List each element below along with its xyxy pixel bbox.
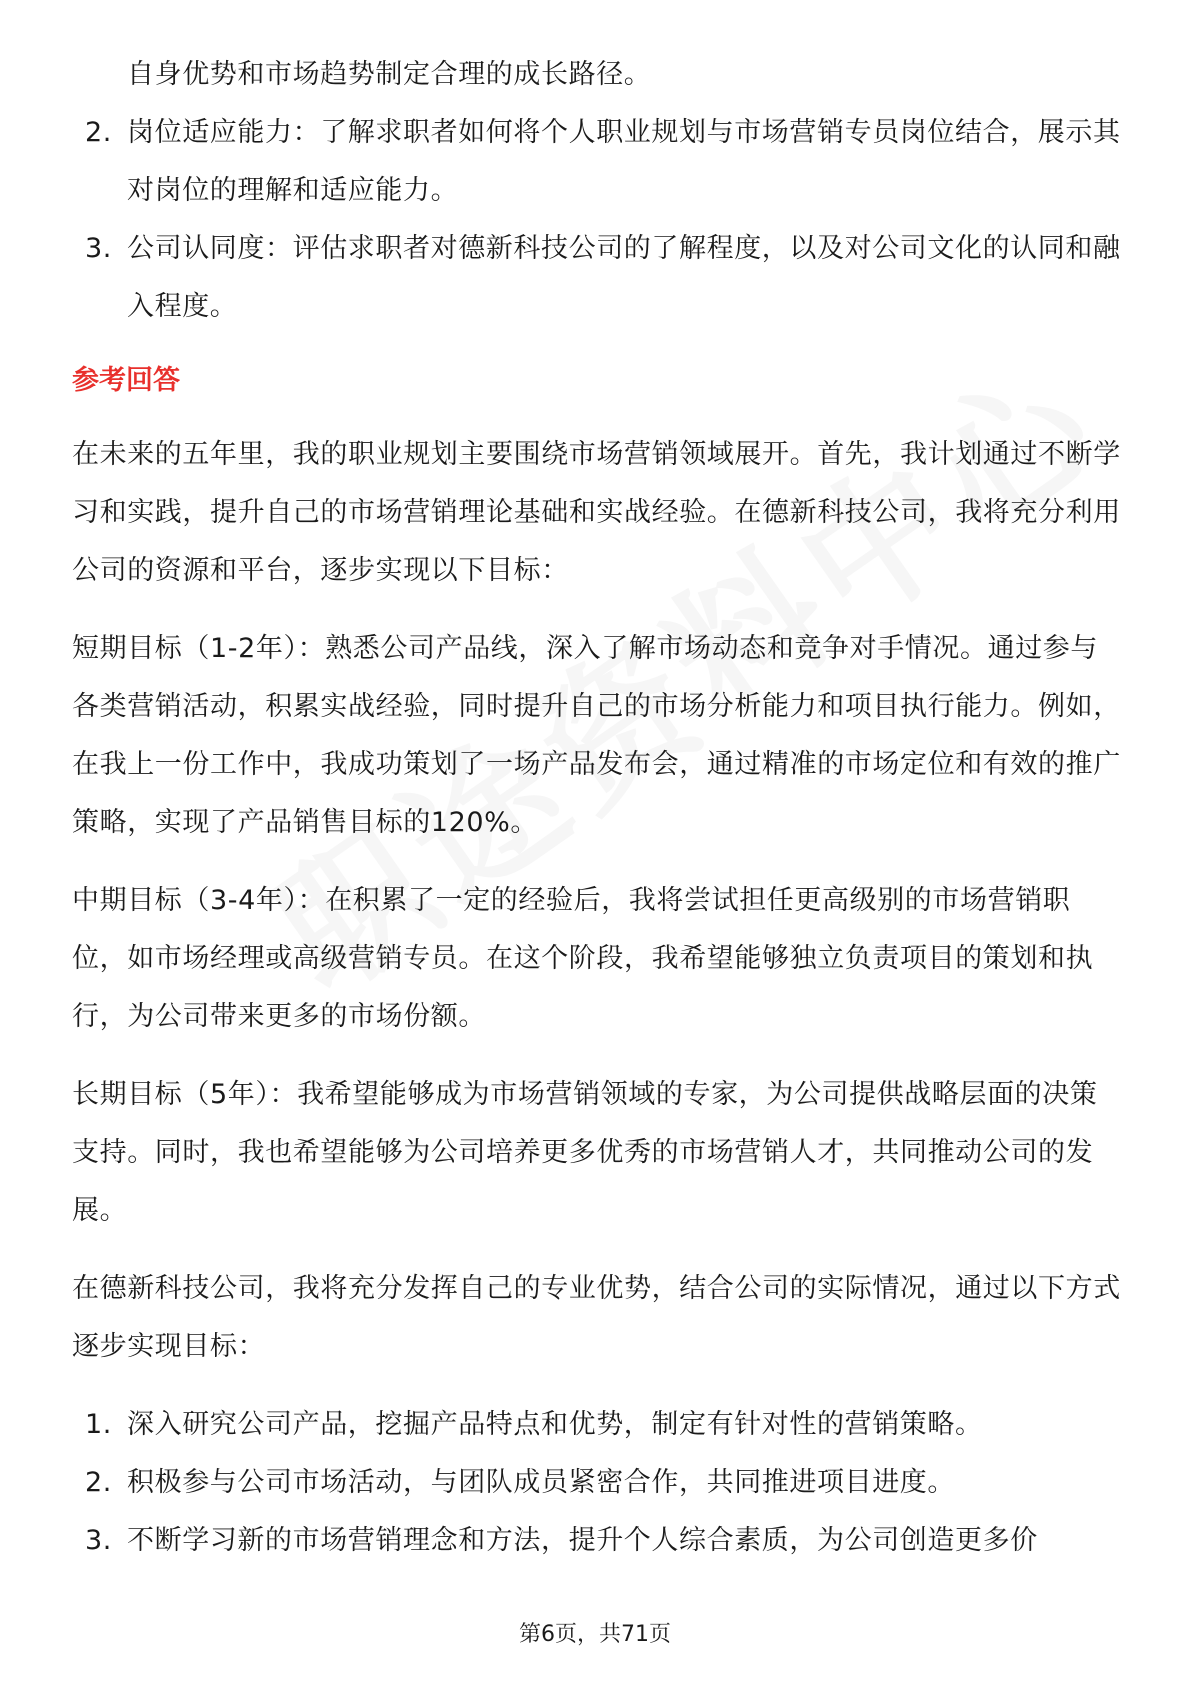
list-number: 2.: [85, 1467, 112, 1498]
list-item-text: 不断学习新的市场营销理念和方法，提升个人综合素质，为公司创造更多价: [127, 1525, 1038, 1556]
paragraph-short-term: 短期目标（1-2年）：熟悉公司产品线，深入了解市场动态和竞争对手情况。通过参与各类营销活动，积累实战经验，同时提升自己的市场分析能力和项目执行能力。例如，在我上一份工作中，我成功策划了一场产品发布会，通过精准的市场定位和有效的推广策略，实现了产品销售目标的120%。: [72, 633, 1121, 838]
section-heading: 参考回答: [72, 365, 180, 396]
document-page: [72, 46, 1122, 1570]
list-item: [72, 1454, 1122, 1512]
list-item-text: 岗位适应能力：了解求职者如何将个人职业规划与市场营销专员岗位结合，展示其对岗位的理解和适应能力。: [127, 117, 1121, 206]
list-item: [72, 1512, 1122, 1570]
paragraph-approach: 在德新科技公司，我将充分发挥自己的专业优势，结合公司的实际情况，通过以下方式逐步实现目标：: [72, 1273, 1121, 1362]
list-item-text: 积极参与公司市场活动，与团队成员紧密合作，共同推进项目进度。: [127, 1467, 955, 1498]
paragraph-intro: 在未来的五年里，我的职业规划主要围绕市场营销领域展开。首先，我计划通过不断学习和实践，提升自己的市场营销理论基础和实战经验。在德新科技公司，我将充分利用公司的资源和平台，逐步实现以下目标：: [72, 439, 1121, 586]
evaluation-points-list: [72, 104, 1122, 336]
list-number: 3.: [85, 233, 112, 264]
paragraph-long-term: 长期目标（5年）：我希望能够成为市场营销领域的专家，为公司提供战略层面的决策支持。同时，我也希望能够为公司培养更多优秀的市场营销人才，共同推动公司的发展。: [72, 1079, 1098, 1226]
list-item-text: 公司认同度：评估求职者对德新科技公司的了解程度，以及对公司文化的认同和融入程度。: [127, 233, 1121, 322]
list-item-text: 深入研究公司产品，挖掘产品特点和优势，制定有针对性的营销策略。: [127, 1409, 983, 1440]
paragraph-mid-term: 中期目标（3-4年）：在积累了一定的经验后，我将尝试担任更高级别的市场营销职位，如市场经理或高级营销专员。在这个阶段，我希望能够独立负责项目的策划和执行，为公司带来更多的市场份额。: [72, 885, 1094, 1032]
list-item: [72, 104, 1122, 220]
list-item: [72, 220, 1122, 336]
continuation-text: 自身优势和市场趋势制定合理的成长路径。: [127, 59, 652, 90]
page-footer: 第6页，共71页: [519, 1622, 671, 1647]
list-number: 2.: [85, 117, 112, 148]
list-number: 3.: [85, 1525, 112, 1556]
action-items-list: [72, 1396, 1122, 1570]
list-item: [72, 1396, 1122, 1454]
list-number: 1.: [85, 1409, 112, 1440]
